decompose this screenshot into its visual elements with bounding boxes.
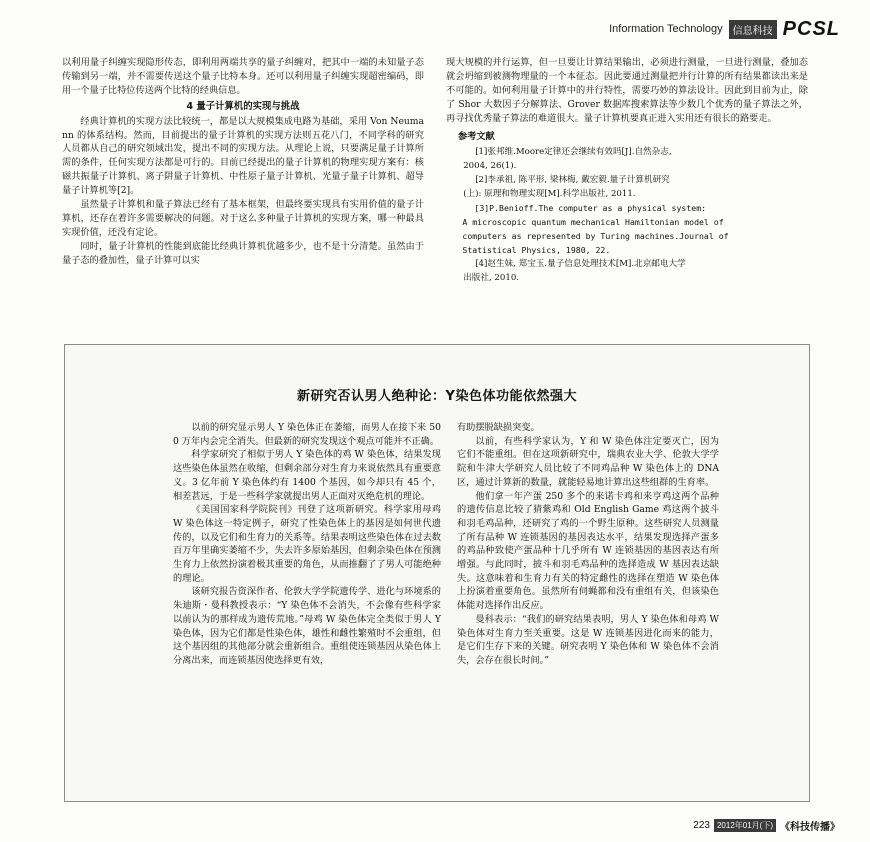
paragraph: 曼科表示：“我们的研究结果表明，男人 Y 染色体和母鸡 W 染色体对生育力至关重要。这是 W 连锁基因进化而来的能力，是它们生存下来的关键。研究表明 Y 染色体和 W 染色体不会消失，会存在很长时间。”	[457, 613, 719, 666]
page-number: 223	[693, 820, 710, 831]
paragraph: 该研究报告资深作者、伦敦大学学院遗传学、进化与环境系的朱迪斯・曼科教授表示：“Y 染色体不会消失，不会像有些科学家以前认为的那样成为遗传荒地。”母鸡 W 染色体完全类似于男人 Y 染色体，因为它们都是性染色体，雄性和雌性繁殖时不会重组，但这个基因组的其他部分就会重新组合。重组使连锁基因从染色体上分离出来，而连锁基因使选择更有效，	[173, 586, 441, 666]
news-title: 新研究否认男人绝种论：Y染色体功能依然强大	[297, 389, 577, 404]
article-column-left	[62, 56, 424, 268]
paragraph: 他们拿一年产蛋 250 多个的来诺卡鸡和来亨鸡这两个品种的遗传信息比较了猜紫鸡和 Old English Game 鸡这两个披斗和羽毛鸡品种，还研究了鸡的一个野生原种。这些研究人员测量了所有品种 W 连锁基因的基因表达水平，结果发现选择产蛋多的鸡品种致使产蛋品种十几乎所有 W 连锁基因的基因表达有所增强。与此同时，披斗和羽毛鸡品种的选择造成 W 基因表达缺失。这意味着和生育力有关的特定雌性的选择在塑造 W 染色体上扮演着重要角色。虽然所有伺蝇都和没有重组有关，但该染色体能对选择作出反应。	[457, 490, 719, 612]
reference-line: 2004, 26(1).	[463, 161, 517, 172]
paragraph: 同时，量子计算机的性能到底能比经典计算机优越多少，也不是十分清楚。虽然由于量子态的叠加性，量子计算可以实	[62, 240, 424, 266]
paragraph: 以前的研究显示男人 Y 染色体正在萎缩，而男人在接下来 500 万年内会完全消失。但最新的研究发现这个观点可能并不正确。	[173, 422, 441, 447]
section-heading: 4 量子计算机的实现与挑战	[186, 100, 300, 112]
reference-line: Statistical Physics, 1980, 22.	[462, 245, 611, 256]
journal-name: 《科技传播》	[780, 822, 840, 833]
reference-line: 出版社, 2010.	[463, 273, 520, 284]
reference-line: [2]李承祖, 陈平形, 梁林梅, 戴宏毅.量子计算机研究	[475, 175, 670, 186]
paragraph: 现大规模的并行运算，但一旦要让计算结果输出，必须进行测量，一旦进行测量，叠加态就会坍缩到被测物理量的一个本征态。因此要通过测量把并行计算的所有结果都读出来是不可能的。如何利用量子计算中的并行特性，需要巧妙的算法设计。因此到目前为止，除了 Shor 大数因子分解算法、Grover 数据库搜索算法等少数几个优秀的量子算法之外，再寻找优秀量子算法的难道很大。量子计算机要真正进入实用还有很长的路要走。	[446, 57, 808, 124]
paragraph: 《美国国家科学院院刊》刊登了这项新研究。科学家用母鸡 W 染色体这一特定例子，研究了性染色体上的基因是如何世代遗传的，以及它们和生育力的关系等。结果表明这些染色体在过去数百万年里确实萎缩不少，失去许多原始基因，但剩余染色体在预测生育力上依然扮演着极其重要的角色，从而推翻了了男人可能绝种的理论。	[173, 504, 441, 584]
paragraph: 虽然量子计算机和量子算法已经有了基本框架，但最终要实现具有实用价值的量子计算机，还存在着许多需要解决的问题。对于这么多种量子计算机的实现方案，哪一种最具实现价值，还没有定论。	[62, 199, 424, 238]
page-header	[609, 18, 840, 40]
references-title: 参考文献	[458, 130, 495, 142]
reference-line: [1]张邦维.Moore定律还会继续有效吗[J].自然杂志,	[475, 147, 672, 158]
paragraph: 以利用量子纠缠实现隐形传态，即利用两端共享的量子纠缠对，把其中一端的未知量子态传输到另一端，并不需要传送这个量子比特本身。还可以利用量子纠缠实现超密编码，即用一个量子比特位传送两个比特的经典信息。	[62, 57, 424, 96]
reference-line: (上): 原理和物理实现[M].科学出版社, 2011.	[463, 189, 636, 200]
paragraph: 经典计算机的实现方法比较统一，都是以大规模集成电路为基础，采用 Von Neumann 的体系结构。然而，目前提出的量子计算机的实现方法则五花八门，不同学科的研究人员都从自己的研究领域出发，提出不同的实现方法。从理论上说，只要满足量子计算所需的条件，任何实现方法都是可行的。目前已经提出的量子计算机的物理实现方案有：核磁共振量子计算机、离子阱量子计算机、中性原子量子计算机、光量子量子计算机、超导量子计算机等[2]。	[62, 115, 424, 197]
reference-line: A microscopic quantum mechanical Hamiltonian model of	[462, 217, 724, 228]
section-title-en: Information Technology	[609, 23, 723, 35]
issue-date: 2012年01月(下)	[714, 819, 776, 832]
reference-line: computers as represented by Turing machines.Journal of	[462, 231, 729, 242]
page-footer	[693, 818, 840, 833]
paragraph: 有助摆脱缺损突变。	[457, 422, 540, 433]
news-column-left	[173, 421, 441, 668]
news-column-right	[457, 421, 719, 668]
reference-line: [4]赵生妹, 郑宝玉.量子信息处理技术[M].北京邮电大学	[475, 259, 686, 270]
paragraph: 科学家研究了相似于男人 Y 染色体的鸡 W 染色体，结果发现这些染色体虽然在收缩，但剩余部分对生育力来说依然具有重要意义。3 亿年前 Y 染色体约有 1400 个基因，如今却只有 45 个，相差甚远，于是一些科学家就提出男人正面对灭绝危机的理论。	[173, 449, 441, 502]
reference-line: [3]P.Benioff.The computer as a physical system:	[474, 203, 707, 214]
paragraph: 以前，有些科学家认为，Y 和 W 染色体注定要灭亡，因为它们不能重组。但在这项新研究中，瑞典农业大学、伦敦大学学院和牛津大学研究人员比较了不同鸡品种 W 染色体上的 DNA 区，通过计算新的数量，就能轻易地计算出这些组群的生育率。	[457, 435, 719, 488]
section-title-cn: 信息科技	[729, 20, 777, 39]
journal-logo: PCSL	[782, 17, 840, 40]
article-column-right	[446, 56, 808, 285]
news-box	[64, 344, 810, 802]
